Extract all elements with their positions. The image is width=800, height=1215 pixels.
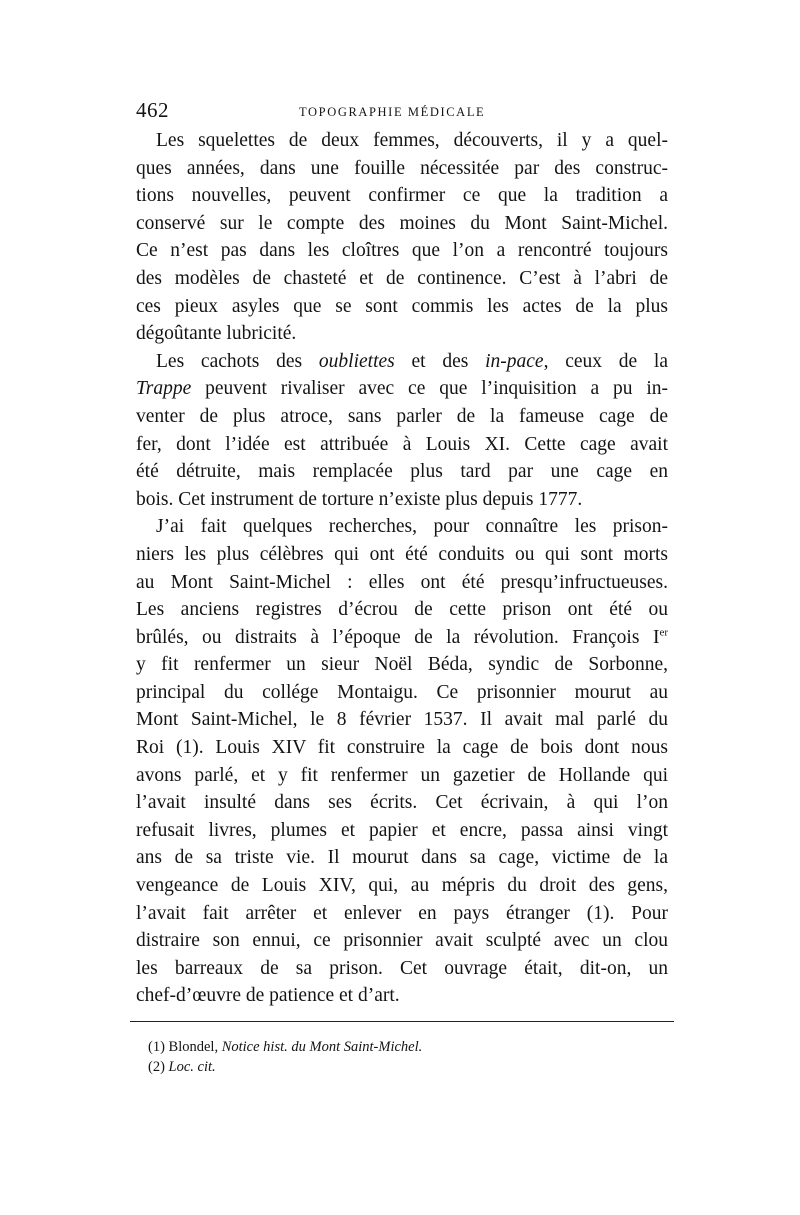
body-line: avons parlé, et y fit renfermer un gazetier de Hollande qui	[136, 764, 668, 786]
body-line: Roi (1). Louis XIV fit construire la cage de bois dont nous	[136, 737, 668, 759]
body-line: conservé sur le compte des moines du Mont Saint-Michel.	[136, 212, 668, 234]
footnote-1-text: (1) Blondel, Notice hist. du Mont Saint-Michel.	[148, 1039, 423, 1055]
body-line: chef-d’œuvre de patience et d’art.	[136, 985, 400, 1007]
body-line: bois. Cet instrument de torture n’existe plus depuis 1777.	[136, 488, 583, 510]
body-text	[136, 127, 668, 1010]
body-line: ques années, dans une fouille nécessitée par des construc-	[136, 157, 668, 179]
body-line: l’avait fait arrêter et enlever en pays étranger (1). Pour	[136, 902, 668, 924]
body-line: distraire son ennui, ce prisonnier avait sculpté avec un clou	[136, 930, 668, 952]
body-line: principal du collége Montaigu. Ce prisonnier mourut au	[136, 681, 668, 703]
body-line: y fit renfermer un sieur Noël Béda, syndic de Sorbonne,	[136, 654, 668, 676]
body-line: ans de sa triste vie. Il mourut dans sa cage, victime de la	[136, 847, 668, 869]
body-line: l’avait insulté dans ses écrits. Cet écrivain, à qui l’on	[136, 792, 668, 814]
running-title: TOPOGRAPHIE MÉDICALE	[299, 105, 486, 119]
body-line: les barreaux de sa prison. Cet ouvrage était, dit-on, un	[136, 957, 668, 979]
footnote-rule	[130, 1021, 674, 1022]
footnote-2-text: (2) Loc. cit.	[148, 1059, 216, 1075]
footnote-1	[148, 1037, 668, 1057]
body-line: Ce n’est pas dans les cloîtres que l’on a rencontré toujours	[136, 240, 668, 262]
body-line: J’ai fait quelques recherches, pour connaître les prison-	[156, 516, 668, 538]
body-line: tions nouvelles, peuvent confirmer ce que la tradition a	[136, 185, 668, 207]
body-line: brûlés, ou distraits à l’époque de la révolution. François Ier	[136, 626, 668, 648]
body-line: dégoûtante lubricité.	[136, 323, 297, 345]
body-line: au Mont Saint-Michel : elles ont été presqu’infructueuses.	[136, 571, 668, 593]
body-line: Trappe peuvent rivaliser avec ce que l’inquisition a pu in-	[136, 378, 668, 400]
body-line: niers les plus célèbres qui ont été conduits ou qui sont morts	[136, 543, 668, 565]
body-line: été détruite, mais remplacée plus tard par une cage en	[136, 461, 668, 483]
page-number: 462	[136, 98, 169, 122]
body-line: fer, dont l’idée est attribuée à Louis XI. Cette cage avait	[136, 433, 668, 455]
body-line: ces pieux asyles que se sont commis les actes de la plus	[136, 295, 668, 317]
body-line: Les anciens registres d’écrou de cette prison ont été ou	[136, 599, 668, 621]
body-line: vengeance de Louis XIV, qui, au mépris du droit des gens,	[136, 875, 668, 897]
body-line: Les squelettes de deux femmes, découverts, il y a quel-	[156, 130, 668, 151]
body-line: venter de plus atroce, sans parler de la fameuse cage de	[136, 405, 668, 427]
body-line: Mont Saint-Michel, le 8 février 1537. Il avait mal parlé du	[136, 709, 668, 731]
body-line: des modèles de chasteté et de continence. C’est à l’abri de	[136, 267, 668, 289]
body-line: refusait livres, plumes et papier et encre, passa ainsi vingt	[136, 819, 668, 841]
running-head	[136, 98, 682, 128]
footnotes	[148, 1037, 668, 1077]
body-line: Les cachots des oubliettes et des in-pace, ceux de la	[156, 350, 668, 372]
footnote-2	[148, 1057, 668, 1077]
